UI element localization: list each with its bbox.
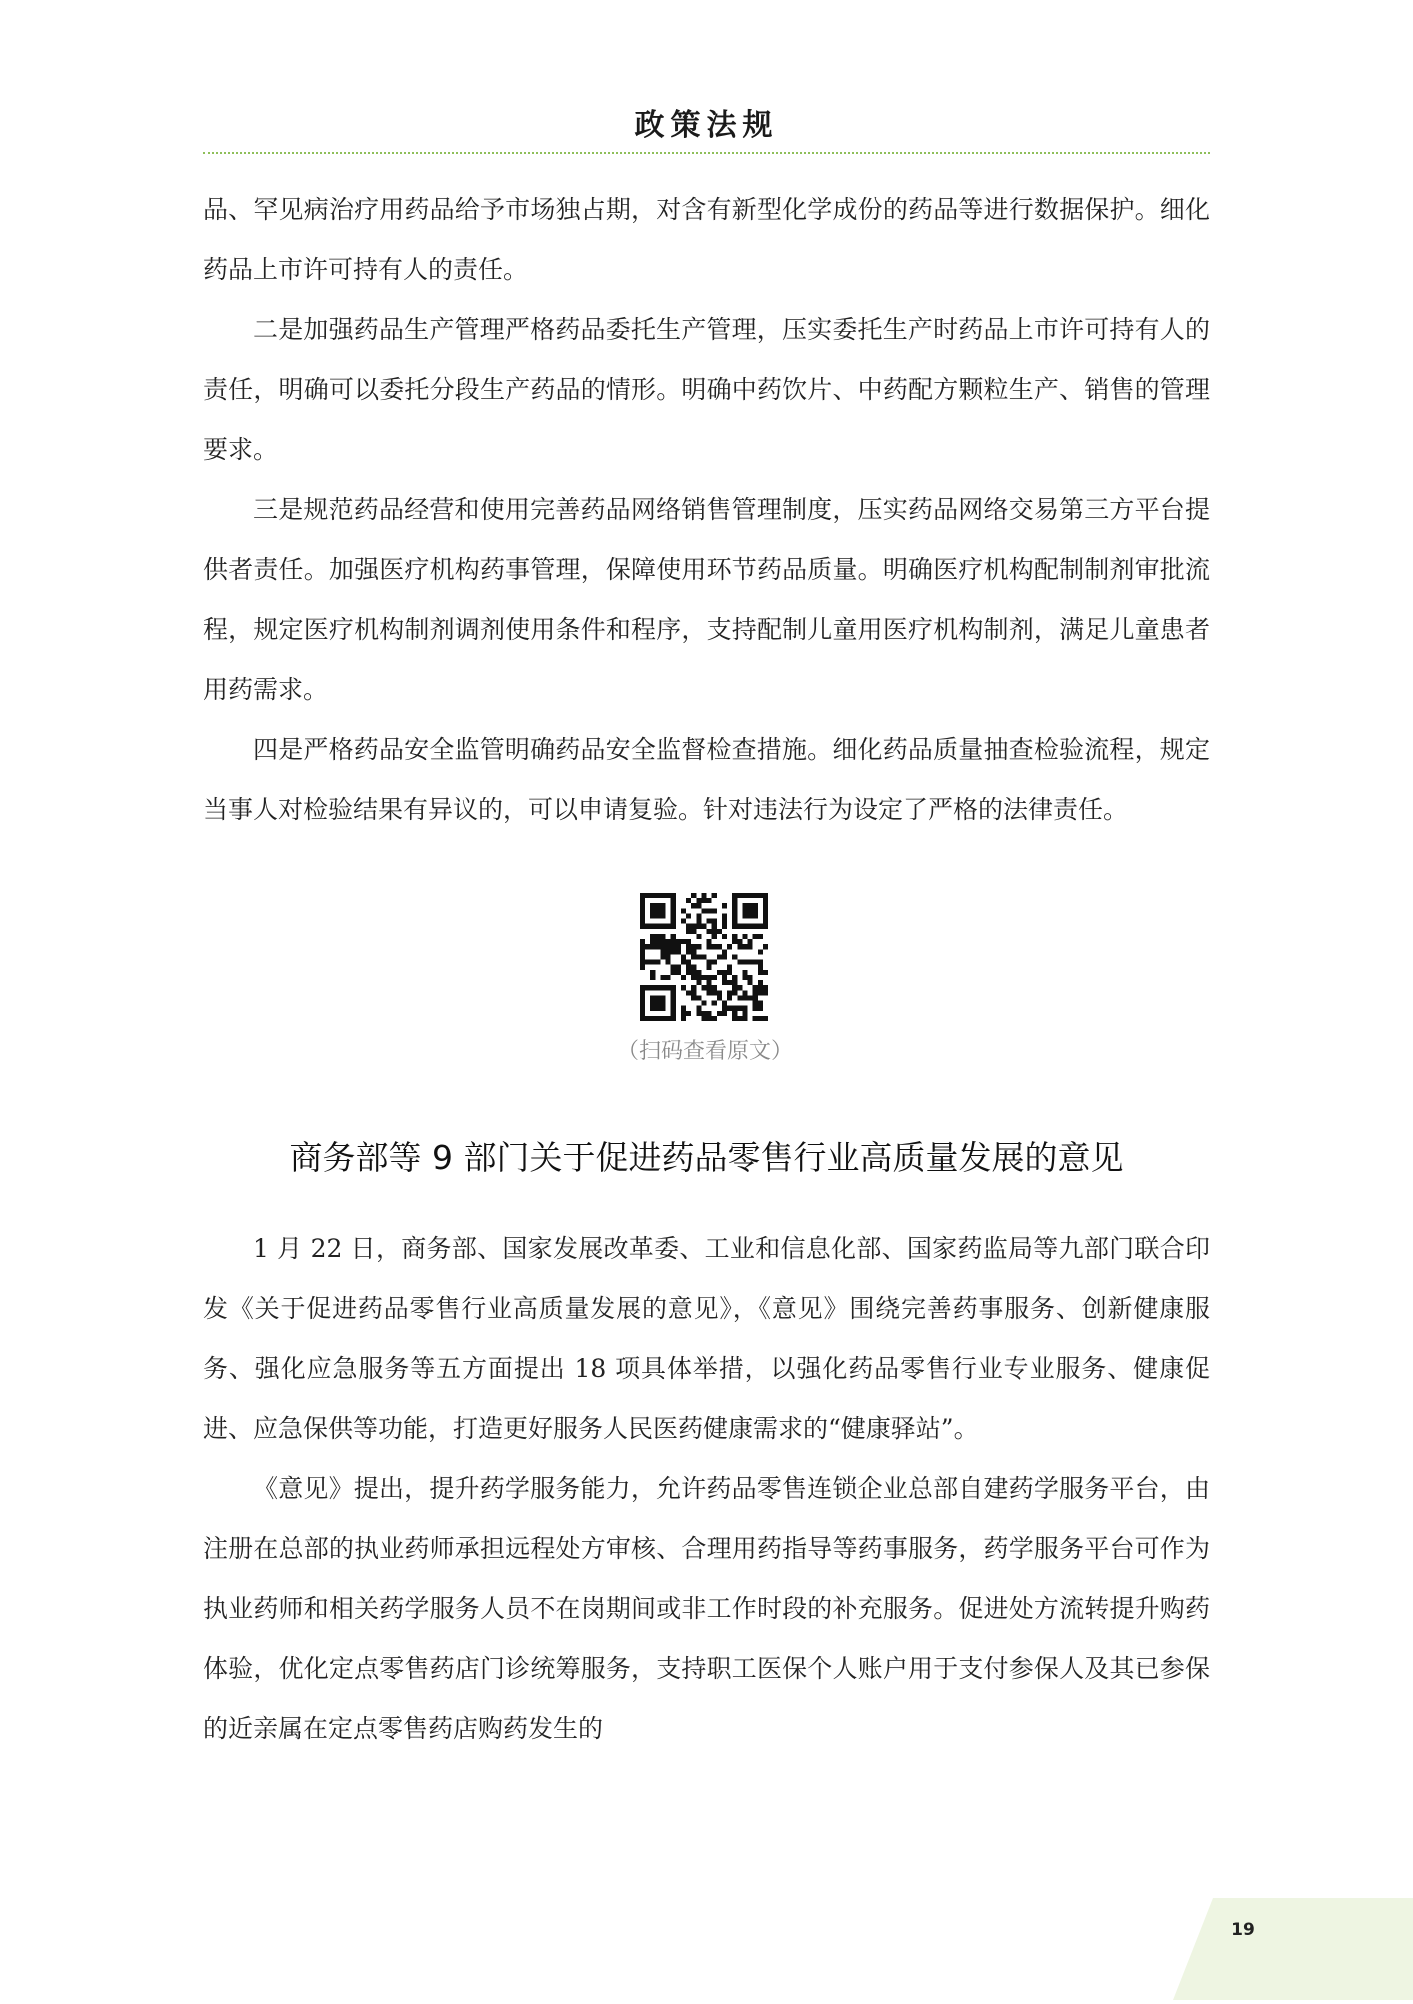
- paragraph: 《意见》提出，提升药学服务能力，允许药品零售连锁企业总部自建药学服务平台，由注册在总部的执业药师承担远程处方审核、合理用药指导等药事服务，药学服务平台可作为执业药师和相关药学服务人员不在岗期间或非工作时段的补充服务。促进处方流转提升购药体验，优化定点零售药店门诊统筹服务，支持职工医保个人账户用于支付参保人及其已参保的近亲属在定点零售药店购药发生的: [203, 1474, 1210, 1743]
- qr-code-icon: [640, 893, 768, 1021]
- header-divider: [203, 152, 1210, 154]
- paragraph: 品、罕见病治疗用药品给予市场独占期，对含有新型化学成份的药品等进行数据保护。细化药品上市许可持有人的责任。: [203, 195, 1210, 284]
- section-title: 政策法规: [634, 108, 779, 143]
- paragraph: 二是加强药品生产管理严格药品委托生产管理，压实委托生产时药品上市许可持有人的责任，明确可以委托分段生产药品的情形。明确中药饮片、中药配方颗粒生产、销售的管理要求。: [203, 315, 1210, 464]
- page-corner-decoration: [1173, 1898, 1413, 2000]
- page-number: 19: [1231, 1920, 1255, 1940]
- page-header: [203, 103, 1210, 153]
- article-title: 商务部等 9 部门关于促进药品零售行业高质量发展的意见: [289, 1138, 1124, 1177]
- qr-caption: （扫码查看原文）: [616, 1039, 793, 1064]
- body-text-top: [203, 180, 1210, 840]
- paragraph: 四是严格药品安全监管明确药品安全监督检查措施。细化药品质量抽查检验流程，规定当事人对检验结果有异议的，可以申请复验。针对违法行为设定了严格的法律责任。: [203, 735, 1210, 824]
- paragraph: 三是规范药品经营和使用完善药品网络销售管理制度，压实药品网络交易第三方平台提供者责任。加强医疗机构药事管理，保障使用环节药品质量。明确医疗机构配制制剂审批流程，规定医疗机构制剂调剂使用条件和程序，支持配制儿童用医疗机构制剂，满足儿童患者用药需求。: [203, 495, 1210, 704]
- body-text-article: [203, 1219, 1210, 1759]
- paragraph: 1 月 22 日，商务部、国家发展改革委、工业和信息化部、国家药监局等九部门联合印发《关于促进药品零售行业高质量发展的意见》，《意见》围绕完善药事服务、创新健康服务、强化应急服务等五方面提出 18 项具体举措，以强化药品零售行业专业服务、健康促进、应急保供等功能，打造更好服务人民医药健康需求的“健康驿站”。: [203, 1234, 1210, 1443]
